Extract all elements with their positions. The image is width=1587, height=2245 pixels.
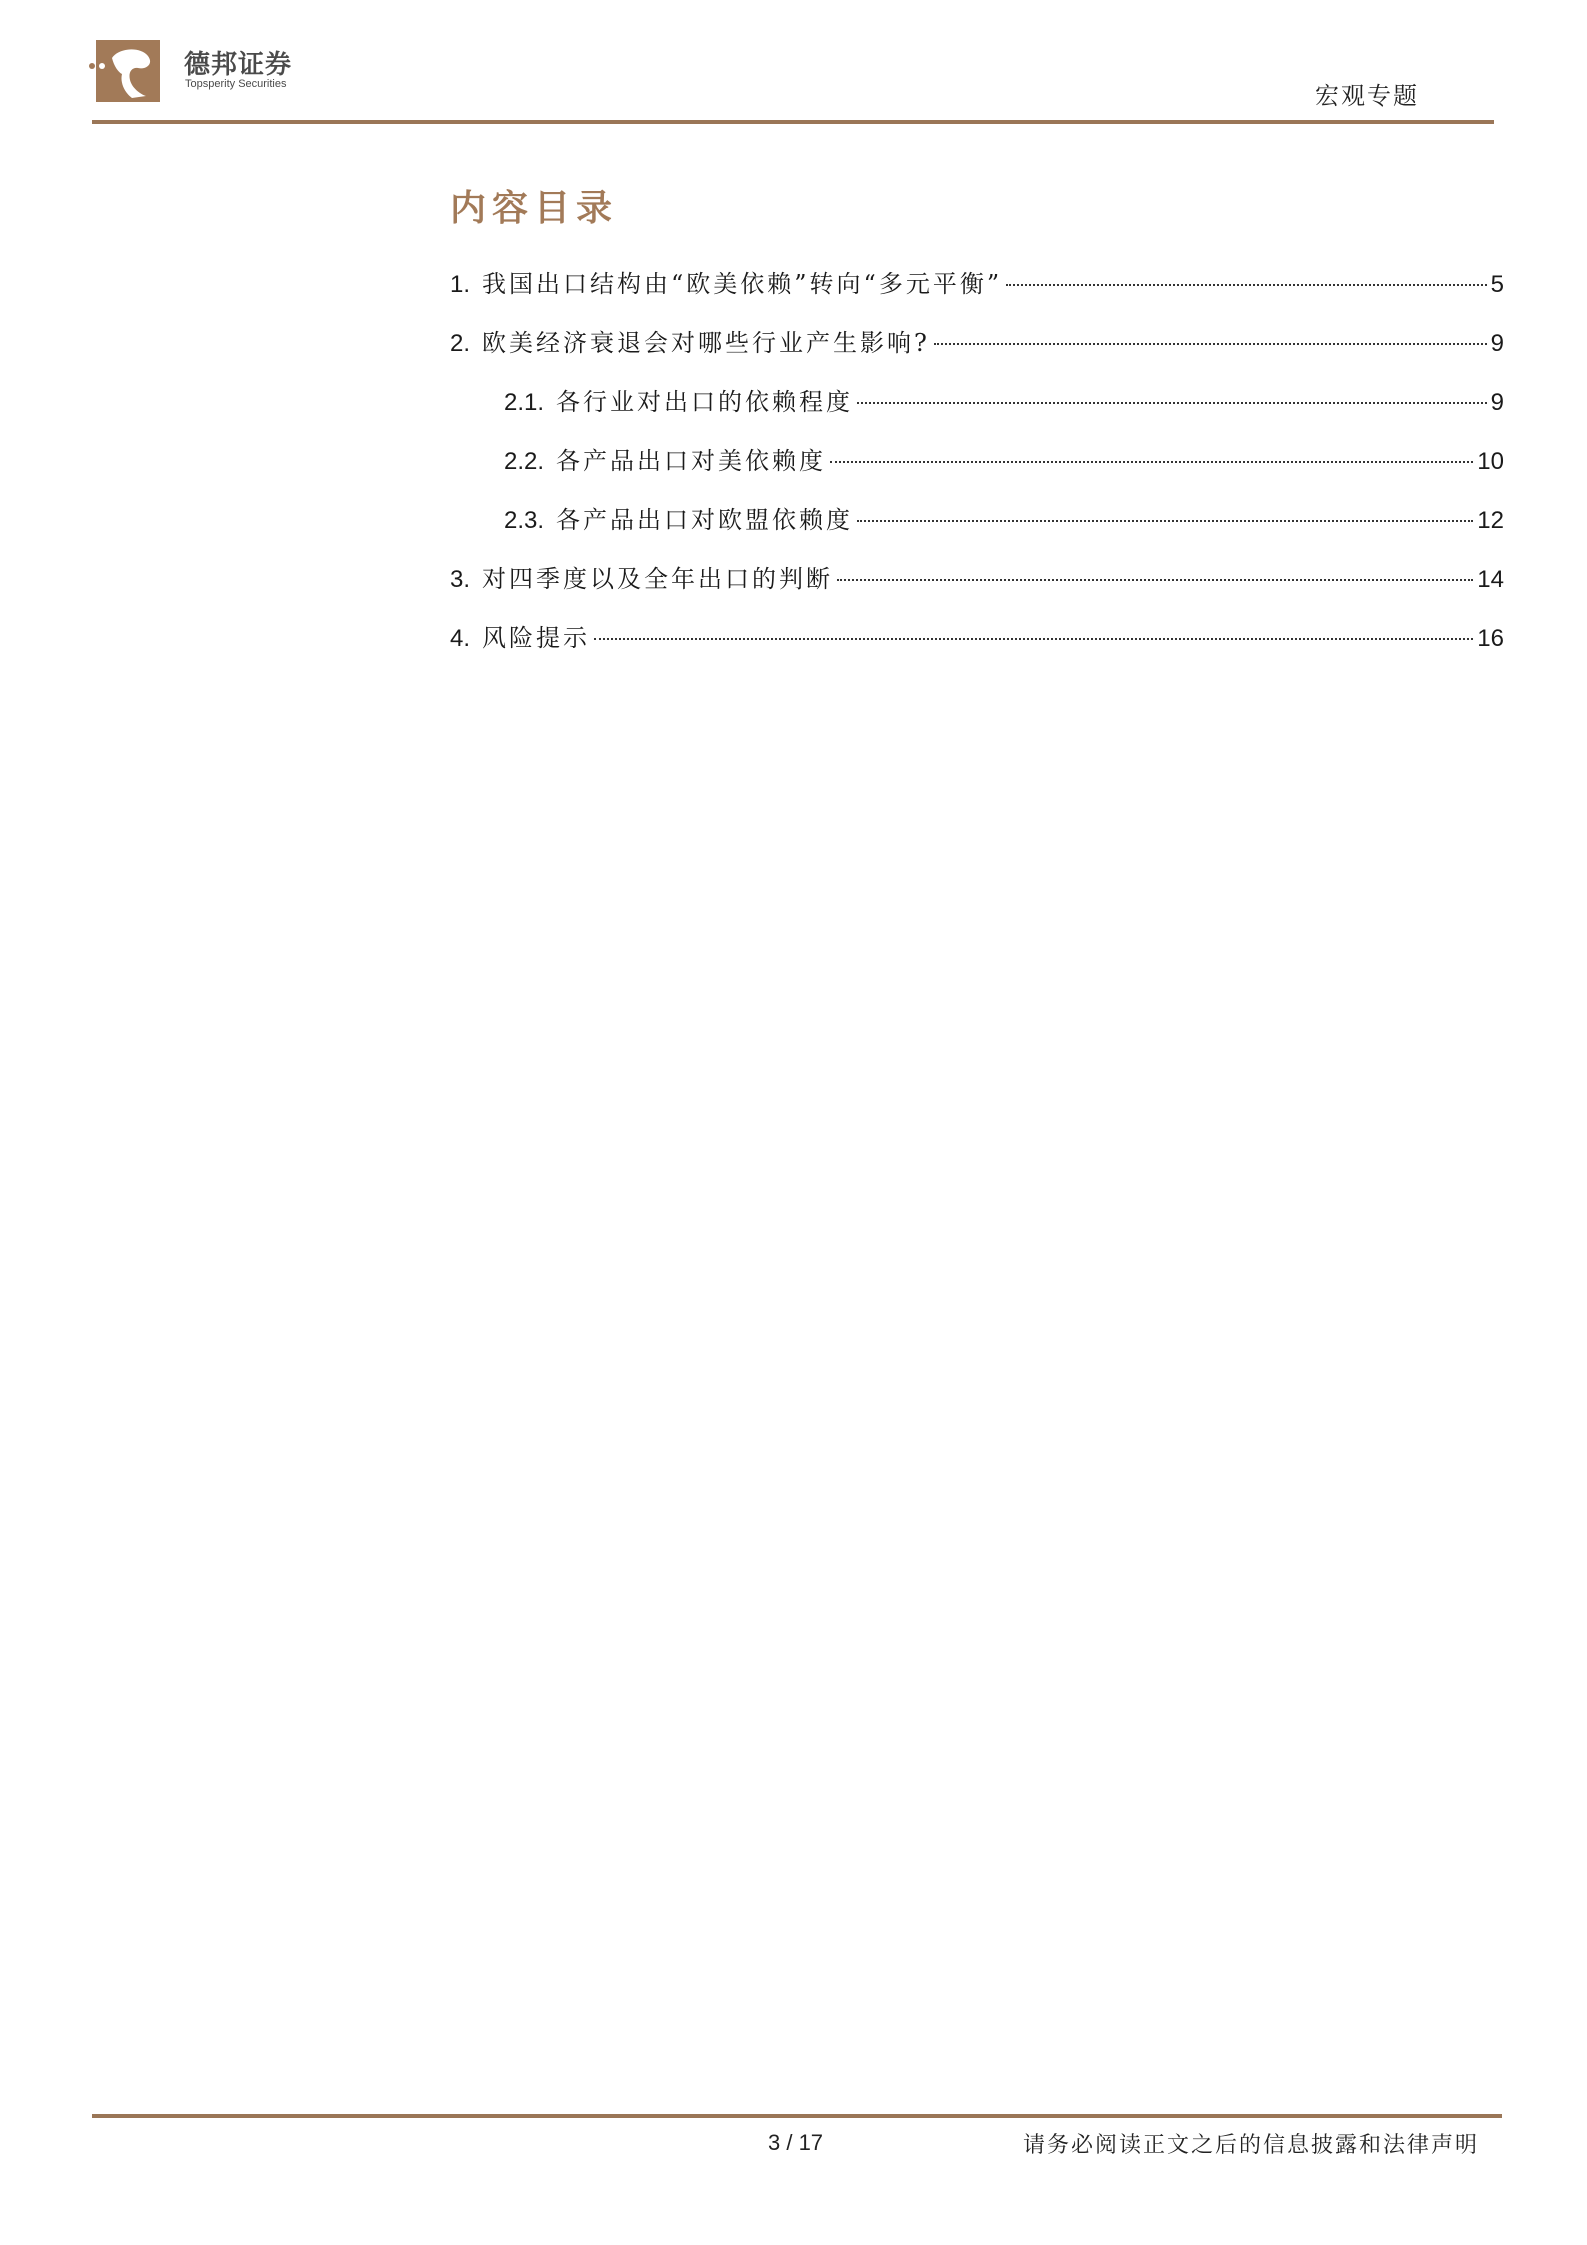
logo-chinese-name: 德邦证券 [184,50,293,80]
toc-entry-text[interactable]: 各产品出口对欧盟依赖度 [556,506,854,534]
toc-dot-leader [934,343,1487,345]
toc-entry-page[interactable]: 10 [1477,448,1504,475]
toc-entry-number: 2. [450,330,471,357]
toc-entry-text[interactable]: 风险提示 [482,624,591,652]
toc-list [450,264,1504,677]
logo-mark-icon [88,36,166,106]
legal-disclaimer: 请务必阅读正文之后的信息披露和法律声明 [1022,2133,1479,2158]
toc-entry-number: 2.3. [504,507,545,534]
company-logo [88,36,348,106]
toc-entry-number: 1. [450,271,471,298]
toc-entry-page[interactable]: 9 [1490,389,1504,416]
toc-entry-page[interactable]: 5 [1490,271,1504,298]
toc-entry-text[interactable]: 我国出口结构由“欧美依赖”转向“多元平衡” [482,270,1003,298]
toc-entry-page[interactable]: 12 [1477,507,1504,534]
toc-entry-number: 3. [450,566,471,593]
toc-entry-3[interactable] [450,559,1504,618]
toc-dot-leader [837,579,1473,581]
toc-entry-text[interactable]: 欧美经济衰退会对哪些行业产生影响? [482,329,930,357]
toc-entry-text[interactable]: 各行业对出口的依赖程度 [556,388,854,416]
toc-entry-page[interactable]: 9 [1490,330,1504,357]
toc-entry-2-3[interactable] [450,500,1504,559]
toc-entry-2-1[interactable] [450,382,1504,441]
toc-dot-leader [830,461,1473,463]
toc-dot-leader [857,402,1487,404]
toc-entry-number: 2.2. [504,448,545,475]
toc-entry-2[interactable] [450,323,1504,382]
toc-entry-number: 2.1. [504,389,545,416]
toc-entry-page[interactable]: 14 [1477,566,1504,593]
toc-entry-4[interactable] [450,618,1504,677]
toc-entry-2-2[interactable] [450,441,1504,500]
toc-entry-1[interactable] [450,264,1504,323]
footer-divider [92,2114,1502,2118]
toc-dot-leader [1006,284,1487,286]
toc-entry-text[interactable]: 各产品出口对美依赖度 [556,447,827,475]
toc-entry-page[interactable]: 16 [1477,625,1504,652]
toc-dot-leader [594,638,1473,640]
report-type-label: 宏观专题 [1315,82,1419,110]
header-divider [92,120,1494,124]
page-indicator: 3 / 17 [768,2130,824,2155]
toc-entry-text[interactable]: 对四季度以及全年出口的判断 [482,565,834,593]
toc-entry-number: 4. [450,625,471,652]
logo-english-name: Topsperity Securities [185,78,287,90]
toc-title: 内容目录 [450,187,619,229]
toc-dot-leader [857,520,1473,522]
